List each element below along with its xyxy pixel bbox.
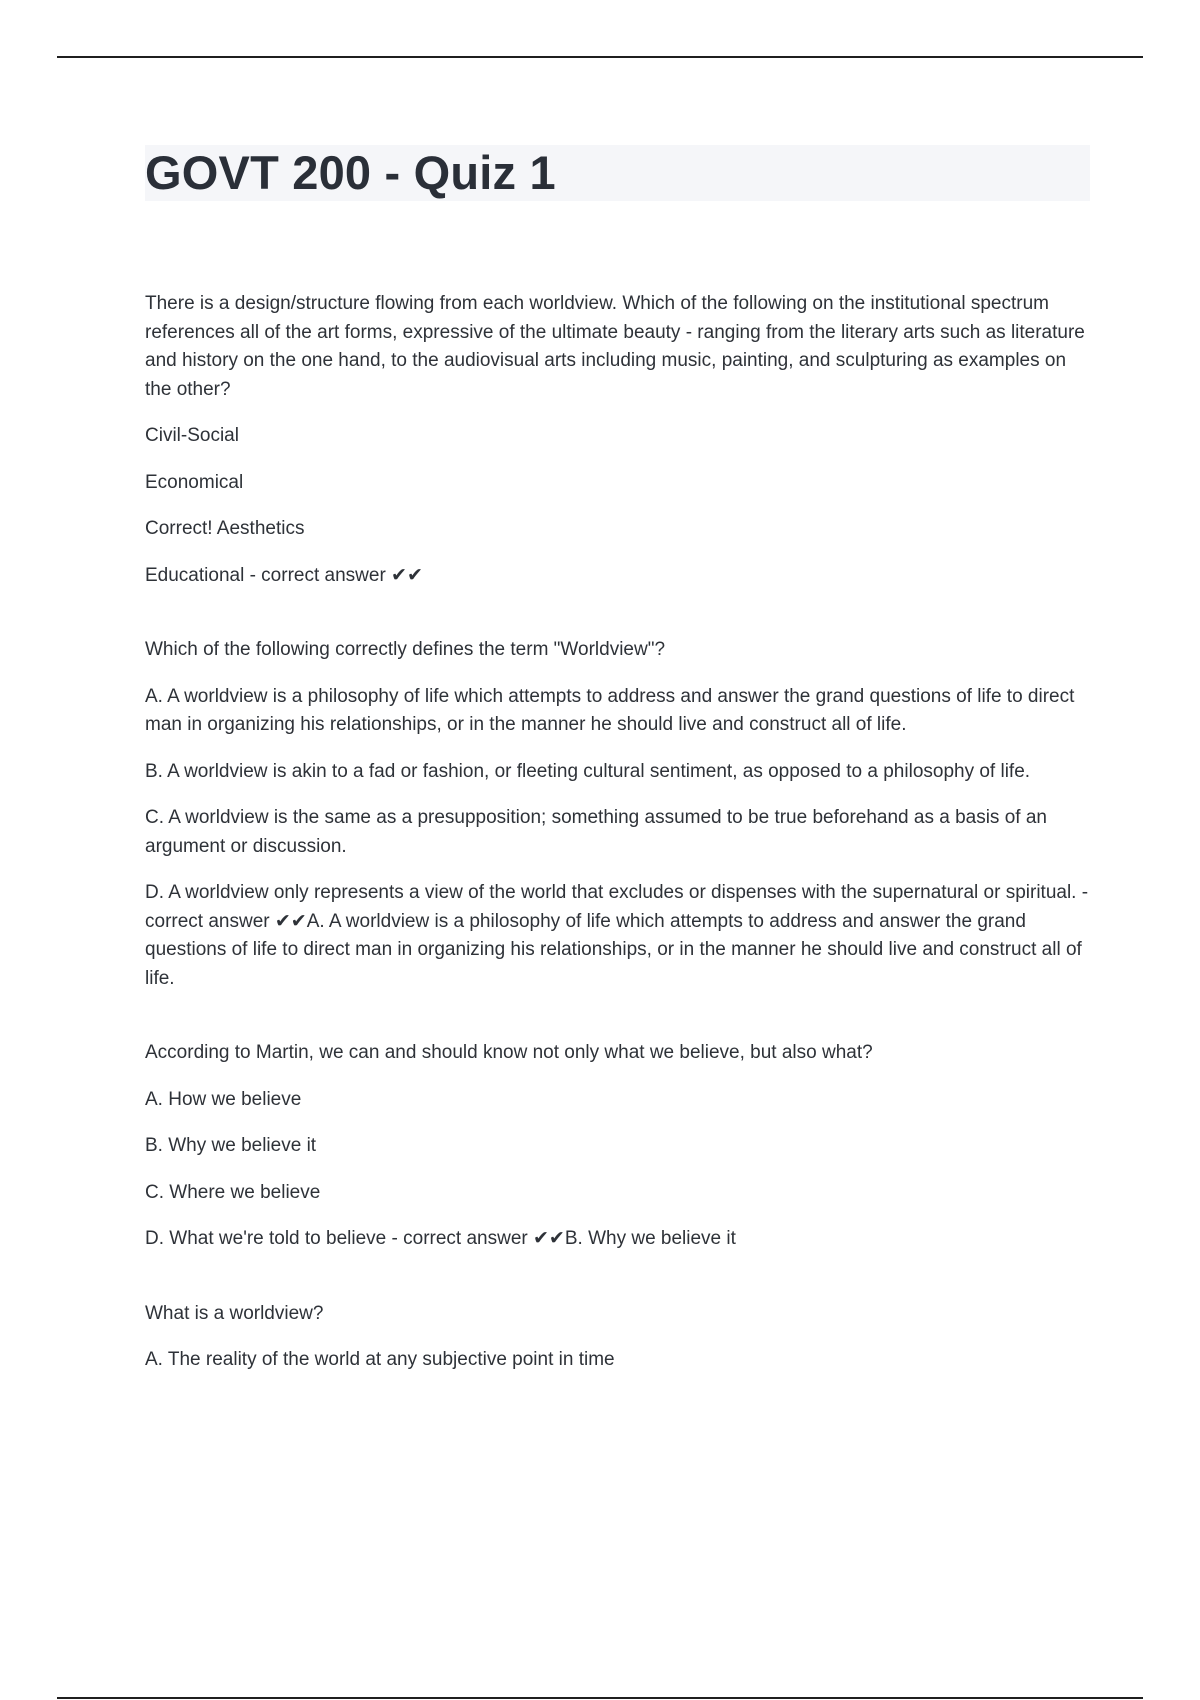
question-prompt: What is a worldview? [145,1302,324,1324]
question-block-2 [145,636,1090,993]
top-rule [57,56,1143,58]
answer-option: A. A worldview is a philosophy of life which attempts to address and answer the grand questions of life to direct man in organizing his relationships, or in the manner he should live and construct all of life. [145,685,1075,735]
question-prompt: There is a design/structure flowing from each worldview. Which of the following on the institutional spectrum references all of the art forms, expressive of the ultimate beauty - ranging from the literary arts such as literature and history on the one hand, to the audiovisual arts including music, painting, and sculpturing as examples on the other? [145,293,1085,400]
answer-option: Civil-Social [145,425,239,446]
answer-option: B. Why we believe it [145,1135,317,1156]
quiz-content [145,290,1090,1421]
answer-option: Correct! Aesthetics [145,518,305,539]
answer-option: D. What we're told to believe - correct answer ✔✔B. Why we believe it [145,1228,736,1249]
answer-option: B. A worldview is akin to a fad or fashion, or fleeting cultural sentiment, as opposed to a philosophy of life. [145,760,1031,782]
answer-option: A. The reality of the world at any subjective point in time [145,1349,615,1370]
answer-option: D. A worldview only represents a view of the world that excludes or dispenses with the supernatural or spiritual. - correct answer ✔✔A. A worldview is a philosophy of life which attempts to address and answer the grand questions of life to direct man in organizing his relationships, or in the manner he should live and construct all of life. [145,882,1089,989]
answer-option: A. How we believe [145,1088,302,1110]
bottom-rule [57,1697,1143,1699]
question-block-3 [145,1039,1090,1254]
answer-option: Economical [145,471,244,493]
question-prompt: According to Martin, we can and should know not only what we believe, but also what? [145,1042,873,1063]
answer-option: C. A worldview is the same as a presupposition; something assumed to be true beforehand as a basis of an argument or discussion. [145,807,1047,857]
question-block-4 [145,1300,1090,1375]
question-block-1 [145,290,1090,590]
question-prompt: Which of the following correctly defines the term "Worldview"? [145,639,666,660]
answer-option: C. Where we believe [145,1181,321,1203]
page-title: GOVT 200 - Quiz 1 [145,146,556,199]
answer-option: Educational - correct answer ✔✔ [145,564,423,586]
